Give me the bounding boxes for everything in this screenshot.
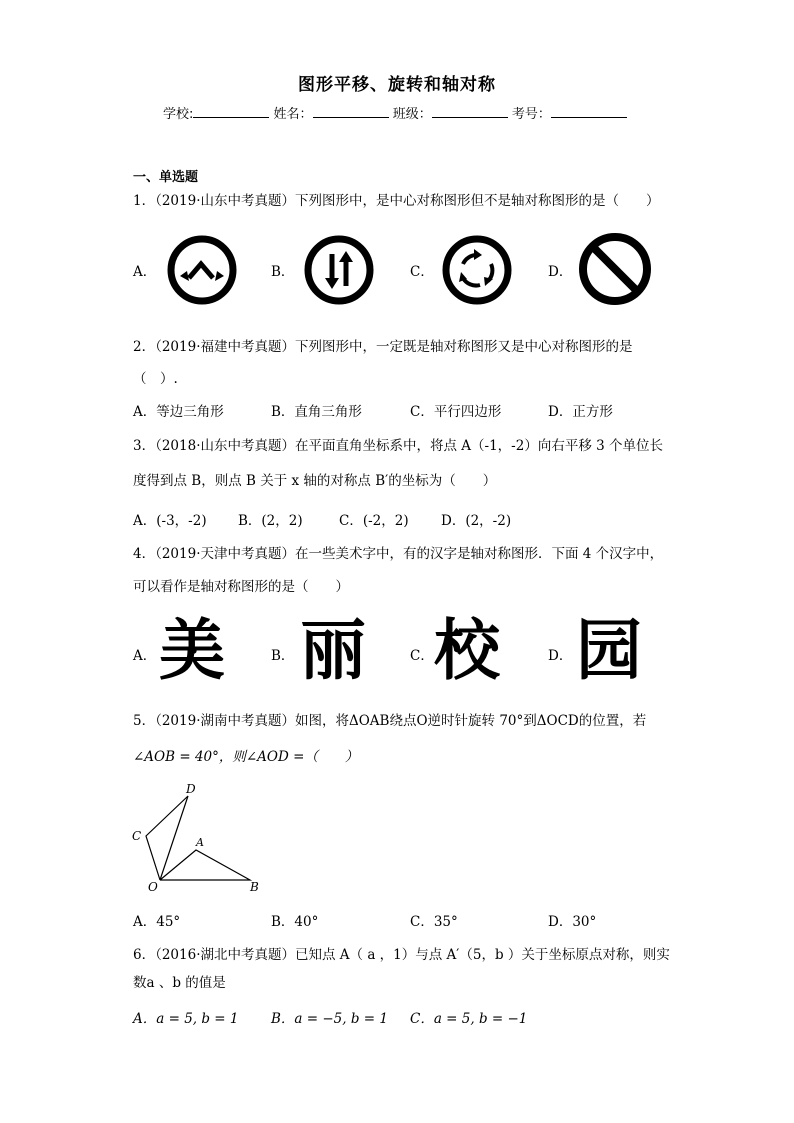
question-6-stem-line-1: 6．（2016·湖北中考真题）已知点 A（ a ，1）与点 A′（5，b ）关于坐标原点对称，则实 bbox=[133, 947, 670, 963]
q1-option-d-label: D． bbox=[548, 264, 573, 280]
q4-char-xiao: 校 bbox=[434, 612, 500, 689]
q4-char-yuan: 园 bbox=[576, 612, 642, 689]
q4-option-b-label: B． bbox=[271, 648, 295, 664]
question-4-stem-line-2: 可以看作是轴对称图形的是（ ） bbox=[133, 579, 349, 595]
student-info-line bbox=[163, 103, 627, 122]
q3-option-a[interactable]: A．(-3，-2) bbox=[133, 513, 207, 529]
sign-two-way-traffic-icon bbox=[302, 234, 376, 306]
q3-option-c[interactable]: C．(-2，2) bbox=[339, 513, 409, 529]
question-3-stem-line-2: 度得到点 B，则点 B 关于 x 轴的对称点 B′的坐标为（ ） bbox=[133, 473, 497, 489]
question-1-stem: 1．（2019·山东中考真题）下列图形中，是中心对称图形但不是轴对称图形的是（ ） bbox=[133, 193, 660, 209]
figure-label-o: O bbox=[148, 880, 158, 894]
number-blank[interactable] bbox=[551, 105, 627, 118]
school-label: 学校: bbox=[163, 107, 194, 122]
class-blank[interactable] bbox=[432, 105, 508, 118]
question-2-stem-line-2: （ ）. bbox=[133, 371, 178, 387]
question-5-stem-line-1: 5．（2019·湖南中考真题）如图，将ΔOAB绕点O逆时针旋转 70°到ΔOCD的位置，若 bbox=[133, 713, 647, 729]
q6-option-a[interactable]: A．a = 5, b = 1 bbox=[133, 1011, 239, 1027]
figure-label-d: D bbox=[186, 782, 196, 796]
q1-option-b-label: B． bbox=[271, 264, 295, 280]
q5-option-d[interactable]: D．30° bbox=[548, 914, 597, 930]
number-label: 考号： bbox=[511, 107, 551, 122]
q2-option-a[interactable]: A．等边三角形 bbox=[133, 404, 224, 420]
question-3-stem-line-1: 3．（2018·山东中考真题）在平面直角坐标系中，将点 A（-1，-2）向右平移 3 个单位长 bbox=[133, 438, 663, 454]
sign-diagonal-arrows-icon bbox=[165, 234, 239, 306]
q2-option-c[interactable]: C．平行四边形 bbox=[410, 404, 502, 420]
q2-option-b[interactable]: B．直角三角形 bbox=[271, 404, 362, 420]
rotation-triangle-figure bbox=[128, 778, 268, 898]
q6-option-c[interactable]: C．a = 5, b = −1 bbox=[410, 1011, 528, 1027]
q4-option-a-label: A． bbox=[133, 648, 157, 664]
sign-roundabout-icon bbox=[440, 234, 514, 306]
page-title: 图形平移、旋转和轴对称 bbox=[298, 75, 496, 95]
q4-char-mei: 美 bbox=[159, 612, 225, 689]
q4-option-c-label: C． bbox=[410, 648, 434, 664]
question-6-stem-line-2: 数a 、b 的值是 bbox=[133, 975, 226, 991]
question-4-stem-line-1: 4．（2019·天津中考真题）在一些美术字中，有的汉字是轴对称图形．下面 4 个汉字中， bbox=[133, 546, 664, 562]
q5-option-c[interactable]: C．35° bbox=[410, 914, 458, 930]
q3-option-d[interactable]: D．(2，-2) bbox=[441, 513, 512, 529]
name-label: 姓名： bbox=[273, 107, 313, 122]
q6-option-b[interactable]: B．a = −5, b = 1 bbox=[271, 1011, 388, 1027]
question-2-stem-line-1: 2．（2019·福建中考真题）下列图形中，一定既是轴对称图形又是中心对称图形的是 bbox=[133, 339, 633, 355]
figure-label-c: C bbox=[132, 829, 142, 843]
q5-option-b[interactable]: B．40° bbox=[271, 914, 319, 930]
q5-option-a[interactable]: A．45° bbox=[133, 914, 181, 930]
sign-no-entry-icon bbox=[577, 231, 653, 307]
figure-label-a: A bbox=[196, 836, 204, 849]
q1-option-c-label: C． bbox=[410, 264, 434, 280]
section-heading: 一、单选题 bbox=[133, 170, 199, 185]
class-label: 班级： bbox=[392, 107, 432, 122]
q1-option-a-label: A． bbox=[133, 264, 157, 280]
name-blank[interactable] bbox=[313, 105, 389, 118]
q3-option-b[interactable]: B．(2，2) bbox=[238, 513, 303, 529]
question-5-stem-line-2: ∠AOB = 40°，则∠AOD =（ ） bbox=[133, 749, 359, 765]
q4-option-d-label: D． bbox=[548, 648, 573, 664]
figure-label-b: B bbox=[250, 880, 259, 894]
q4-char-li: 丽 bbox=[300, 612, 366, 689]
q2-option-d[interactable]: D．正方形 bbox=[548, 404, 613, 420]
school-blank[interactable] bbox=[193, 105, 269, 118]
